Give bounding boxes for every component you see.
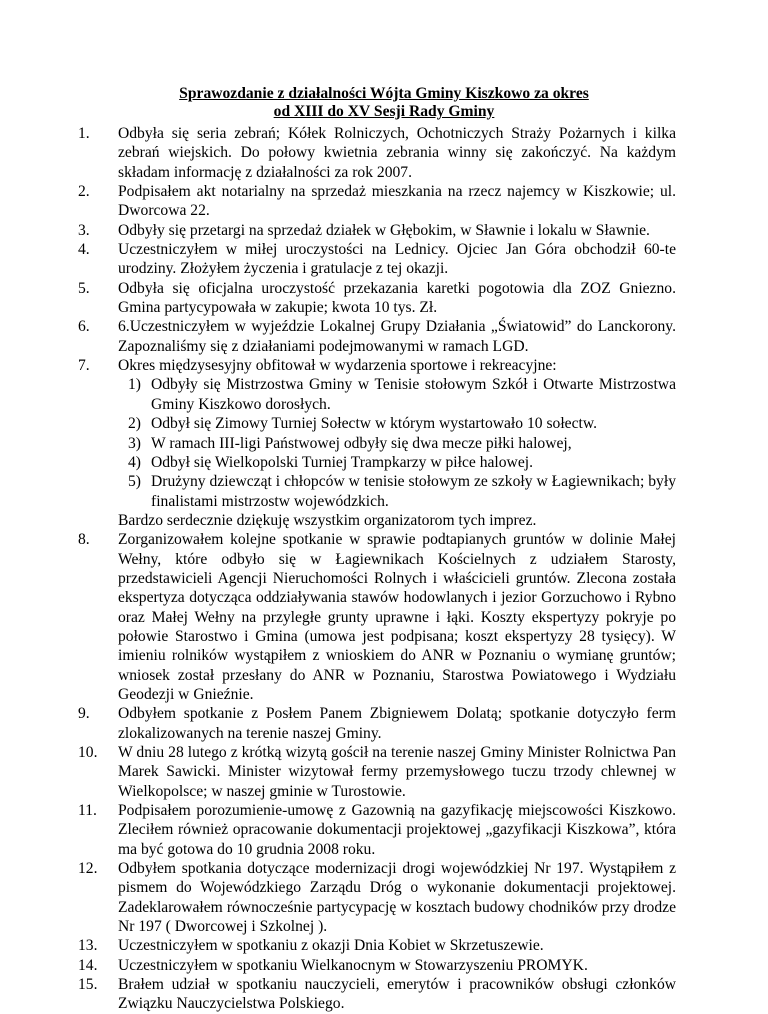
item-closing-text: Bardzo serdecznie dziękuję wszystkim organizatorom tych imprez. <box>118 511 537 529</box>
item-number: 11. <box>78 802 97 820</box>
subitem-number: 2) <box>128 415 141 433</box>
item-number: 6. <box>78 318 90 336</box>
list-item <box>0 240 676 279</box>
subitem-number: 4) <box>128 453 141 471</box>
item-text: Podpisałem porozumienie-umowę z Gazownią na gazyfikację miejscowości Kiszkowo. Zleciłem również opracowanie dokumentacji projektowej „gazyfikacji Kiszkowa”, która ma być gotowa do 10 grudnia 2008 roku. <box>118 802 676 858</box>
subitem-number: 5) <box>128 473 141 491</box>
item-text: Uczestniczyłem w spotkaniu z okazji Dnia Kobiet w Skrzetuszewie. <box>118 937 544 955</box>
list-item <box>0 801 676 859</box>
list-item <box>0 704 676 743</box>
subitem-text: Odbył się Zimowy Turniej Sołectw w którym wystartowało 10 sołectw. <box>151 415 597 433</box>
subitem-text: Drużyny dziewcząt i chłopców w tenisie stołowym ze szkoły w Łagiewnikach; były finalistami mistrzostw wojewódzkich. <box>151 473 676 510</box>
item-number: 4. <box>78 241 90 259</box>
sublist-item <box>118 453 676 472</box>
item-text: Odbyłem spotkania dotyczące modernizacji drogi wojewódzkiej Nr 197. Wystąpiłem z pismem do Wojewódzkiego Zarządu Dróg o wykonanie dokumentacji projektowej. Zadeklarowałem równocześnie partycypację w kosztach budowy chodników przy drodze Nr 197 ( Dworcowej i Szkolnej ). <box>118 860 676 936</box>
sublist-item <box>118 375 676 414</box>
document-title-line-2: od XIII do XV Sesji Rady Gminy <box>273 103 495 120</box>
list-item <box>0 859 676 936</box>
item-number: 5. <box>78 279 90 297</box>
item-number: 14. <box>78 956 98 974</box>
list-item <box>0 317 676 356</box>
subitem-text: Odbył się Wielkopolski Turniej Trampkarzy w piłce halowej. <box>151 453 533 471</box>
list-item <box>0 936 676 955</box>
item-text: 6.Uczestniczyłem w wyjeździe Lokalnej Grupy Działania „Światowid” do Lanckorony. Zapoznaliśmy się z działaniami podejmowanymi w ramach LGD. <box>118 318 676 355</box>
list-item <box>0 124 676 182</box>
item-text: Podpisałem akt notarialny na sprzedaż mieszkania na rzecz najemcy w Kiszkowie; ul. Dworcowa 22. <box>118 183 676 220</box>
list-item <box>0 356 676 530</box>
item-text: Odbyłem spotkanie z Posłem Panem Zbigniewem Dolatą; spotkanie dotyczyło ferm zlokalizowanych na terenie naszej Gminy. <box>118 705 676 742</box>
report-list <box>0 124 768 1014</box>
list-item <box>0 743 676 801</box>
item-text: Uczestniczyłem w spotkaniu Wielkanocnym w Stowarzyszeniu PROMYK. <box>118 956 588 974</box>
list-item <box>0 530 676 704</box>
item-number: 1. <box>78 125 90 142</box>
list-item <box>0 221 676 240</box>
item-text: Odbyły się przetargi na sprzedaż działek w Głębokim, w Sławnie i lokalu w Sławnie. <box>118 221 650 239</box>
item-number: 12. <box>78 860 98 878</box>
sublist-item <box>118 414 676 433</box>
item-number: 7. <box>78 357 90 375</box>
item-text: Okres międzysesyjny obfitował w wydarzenia sportowe i rekreacyjne: <box>118 357 557 375</box>
item-number: 8. <box>78 531 90 549</box>
item-number: 9. <box>78 705 90 723</box>
item-text: Odbyła się seria zebrań; Kółek Rolniczych, Ochotniczych Straży Pożarnych i kilka zebrań wiejskich. Do połowy kwietnia zebrania winny się zakończyć. Na każdym składam informację z działalności za rok 2007. <box>118 125 676 181</box>
document-title-line-1: Sprawozdanie z działalności Wójta Gminy Kiszkowo za okres <box>179 85 589 102</box>
list-item <box>0 975 676 1014</box>
item-number: 10. <box>78 744 98 761</box>
item-text: Zorganizowałem kolejne spotkanie w sprawie podtapianych gruntów w dolinie Małej Wełny, które odbyło się w Łagiewnikach Kościelnych z udziałem Starosty, przedstawicieli Agencji Nieruchomości Rolnych i właścicieli gruntów. Zlecona została ekspertyza dotycząca oddziaływania stawów hodowlanych i jezior Gorzuchowo i Rybno oraz Małej Wełny na przyległe grunty uprawne i łąki. Koszty ekspertyzy pokryje po połowie Starostwo i Gmina (umowa jest podpisana; koszt ekspertyzy 28 tysięcy). W imieniu rolników wystąpiłem z wnioskiem do ANR w Poznaniu o wymianę gruntów; wniosek został przesłany do ANR w Poznaniu, Starostwa Powiatowego i Wydziału Geodezji w Gnieźnie. <box>118 531 676 703</box>
subitem-text: W ramach III-ligi Państwowej odbyły się dwa mecze piłki halowej, <box>151 434 572 452</box>
subitem-number: 1) <box>128 376 141 394</box>
subitem-number: 3) <box>128 434 141 452</box>
item-text: Uczestniczyłem w miłej uroczystości na Lednicy. Ojciec Jan Góra obchodził 60-te urodziny. Złożyłem życzenia i gratulacje z tej okazji. <box>118 241 676 278</box>
sports-sublist <box>118 375 676 510</box>
list-item <box>0 279 676 318</box>
item-number: 3. <box>78 221 90 239</box>
subitem-text: Odbyły się Mistrzostwa Gminy w Tenisie stołowym Szkół i Otwarte Mistrzostwa Gminy Kiszkowo dorosłych. <box>151 376 676 413</box>
item-number: 2. <box>78 183 90 201</box>
item-text: W dniu 28 lutego z krótką wizytą gościł na terenie naszej Gminy Minister Rolnictwa Pan Marek Sawicki. Minister wizytował fermy przemysłowego tuczu trzody chlewnej w Wielkopolsce; w naszej gminie w Turostowie. <box>118 744 676 800</box>
list-item <box>0 182 676 221</box>
list-item <box>0 956 676 975</box>
item-text: Odbyła się oficjalna uroczystość przekazania karetki pogotowia dla ZOZ Gniezno. Gmina partycypowała w zakupie; kwota 10 tys. Zł. <box>118 279 676 317</box>
sublist-item <box>118 472 676 511</box>
sublist-item <box>118 434 676 453</box>
item-text: Brałem udział w spotkaniu nauczycieli, emerytów i pracowników obsługi członków Związku Nauczycielstwa Polskiego. <box>118 976 676 1013</box>
item-number: 13. <box>78 937 98 955</box>
item-number: 15. <box>78 976 98 994</box>
